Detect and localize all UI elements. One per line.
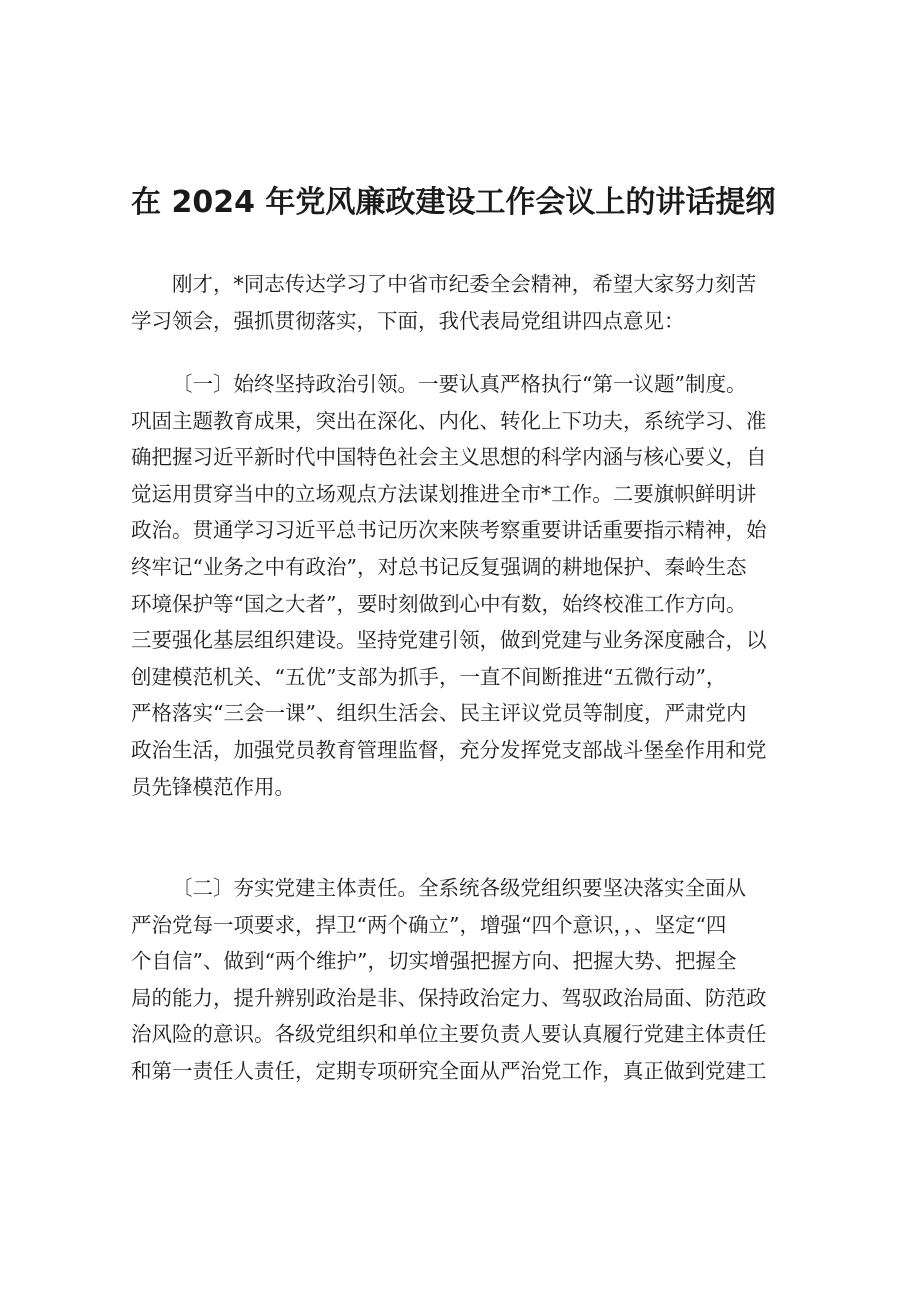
- paragraph-section-2: [131, 870, 797, 1090]
- paragraph-section-1: [131, 366, 797, 805]
- paragraph-line: 严治党每一项要求，捍卫“两个确立”，增强“四个意识，，、坚定“四: [131, 912, 727, 937]
- paragraph-line: 巩固主题教育成果，突出在深化、内化、转化上下功夫，系统学习、准: [131, 408, 767, 433]
- paragraph-line: 终牢记“业务之中有政治”，对总书记反复强调的耕地保护、秦岭生态: [131, 554, 747, 579]
- paragraph-line: 环境保护等“国之大者”，要时刻做到心中有数，始终校准工作方向。: [131, 591, 747, 616]
- paragraph-line: 〔一〕始终坚持政治引领。一要认真严格执行“第一议题”制度。: [172, 372, 747, 396]
- paragraph-line: 局的能力，提升辨别政治是非、保持政治定力、驾驭政治局面、防范政: [131, 985, 767, 1010]
- paragraph-line: 和第一责任人责任，定期专项研究全面从严治党工作，真正做到党建工: [131, 1058, 767, 1083]
- paragraph-line: 创建模范机关、“五优”支部为抓手，一直不间断推进“五微行动”，: [131, 664, 727, 689]
- paragraph-line: 〔二〕夯实党建主体责任。全系统各级党组织要坚决落实全面从: [172, 876, 746, 900]
- paragraph-line: 严格落实“三会一课”、组织生活会、民主评议党员等制度，严肃党内: [131, 701, 747, 726]
- paragraph-line: 刚才，*同志传达学习了中省市纪委全会精神，希望大家努力刻苦: [172, 272, 757, 296]
- paragraph-line: 学习领会，强抓贯彻落实，下面，我代表局党组讲四点意见：: [131, 308, 685, 333]
- paragraph-line: 个自信”、做到“两个维护”，切实增强把握方向、把握大势、把握全: [131, 949, 737, 974]
- paragraph-line: 政治生活，加强党员教育管理监督，充分发挥党支部战斗堡垒作用和党: [131, 737, 767, 762]
- paragraph-line: 觉运用贯穿当中的立场观点方法谋划推进全市*工作。二要旗帜鲜明讲: [131, 481, 757, 506]
- paragraph-line: 三要强化基层组织建设。坚持党建引领，做到党建与业务深度融合，以: [131, 628, 767, 653]
- paragraph-line: 治风险的意识。各级党组织和单位主要负责人要认真履行党建主体责任: [131, 1022, 767, 1047]
- paragraph-line: 政治。贯通学习习近平总书记历次来陕考察重要讲话重要指示精神，始: [131, 518, 767, 543]
- paragraph-intro: [131, 266, 797, 339]
- paragraph-line: 员先锋模范作用。: [131, 774, 295, 799]
- document-title: 在 2024 年党风廉政建设工作会议上的讲话提纲: [131, 185, 776, 220]
- paragraph-line: 确把握习近平新时代中国特色社会主义思想的科学内涵与核心要义，自: [131, 445, 767, 470]
